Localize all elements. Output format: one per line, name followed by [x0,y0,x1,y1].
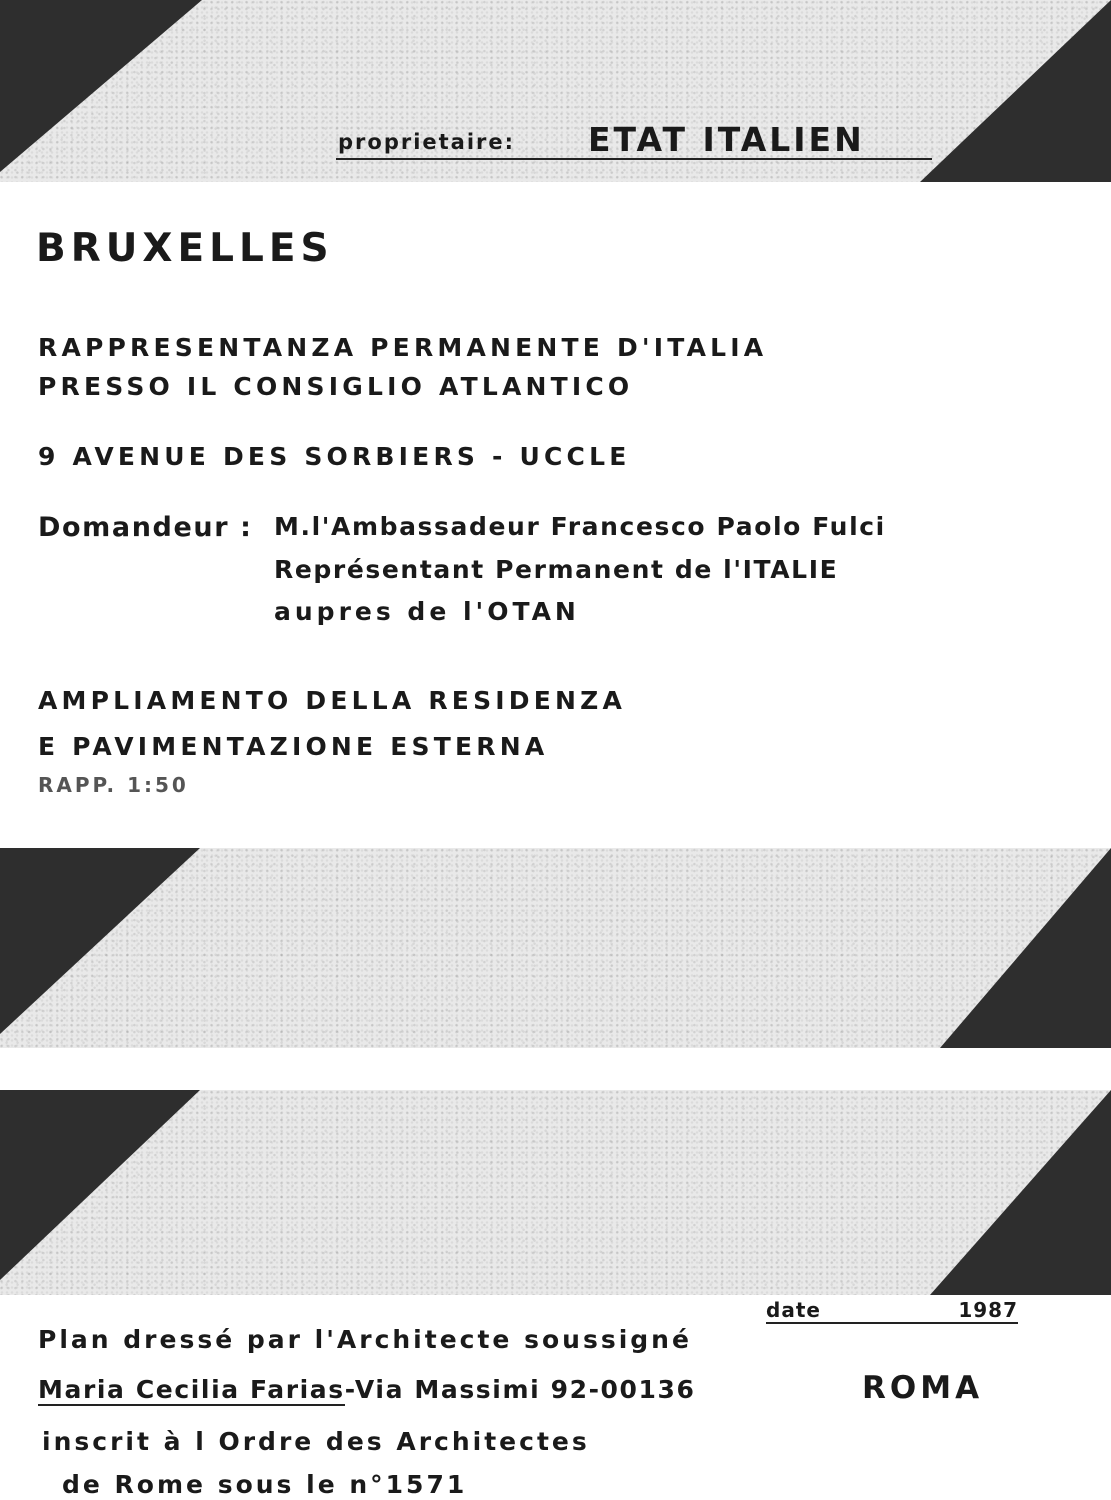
owner-label: proprietaire: [338,130,516,154]
owner-value: ETAT ITALIEN [588,120,865,159]
city-title: BRUXELLES [36,226,334,271]
middle-band-decoration [0,848,1111,1048]
middle-left-triangle [0,848,200,1034]
header-left-triangle [0,0,202,172]
applicant-line-3: aupres de l'OTAN [274,597,580,626]
architect-city: ROMA [862,1370,984,1406]
order-line-2: de Rome sous le n°1571 [62,1470,468,1499]
middle-band [0,848,1111,1048]
address-line: 9 AVENUE DES SORBIERS - UCCLE [38,442,631,471]
lower-band-decoration [0,1090,1111,1295]
lower-left-triangle [0,1090,200,1280]
lower-band [0,1090,1111,1295]
date-value: 1987 [958,1298,1018,1322]
architect-line [38,1375,696,1404]
date-field [766,1298,1018,1324]
owner-line [336,118,932,160]
architect-intro: Plan dressé par l'Architecte soussigné [38,1325,692,1354]
project-line-2: E PAVIMENTAZIONE ESTERNA [38,732,549,761]
header-right-triangle [920,0,1111,182]
applicant-line-2: Représentant Permanent de l'ITALIE [274,555,839,584]
project-line-1: AMPLIAMENTO DELLA RESIDENZA [38,686,627,715]
architect-name: Maria Cecilia Farias [38,1375,345,1404]
date-label: date [766,1298,821,1322]
order-line-1: inscrit à l Ordre des Architectes [42,1427,590,1456]
applicant-line-1: M.l'Ambassadeur Francesco Paolo Fulci [274,512,886,541]
project-scale: RAPP. 1:50 [38,773,189,797]
applicant-label: Domandeur : [38,512,253,543]
representation-line-2: PRESSO IL CONSIGLIO ATLANTICO [38,372,634,401]
architect-address: -Via Massimi 92-00136 [344,1375,696,1404]
middle-right-triangle [940,848,1111,1048]
representation-line-1: RAPPRESENTANZA PERMANENTE D'ITALIA [38,333,768,362]
lower-right-triangle [930,1090,1111,1295]
